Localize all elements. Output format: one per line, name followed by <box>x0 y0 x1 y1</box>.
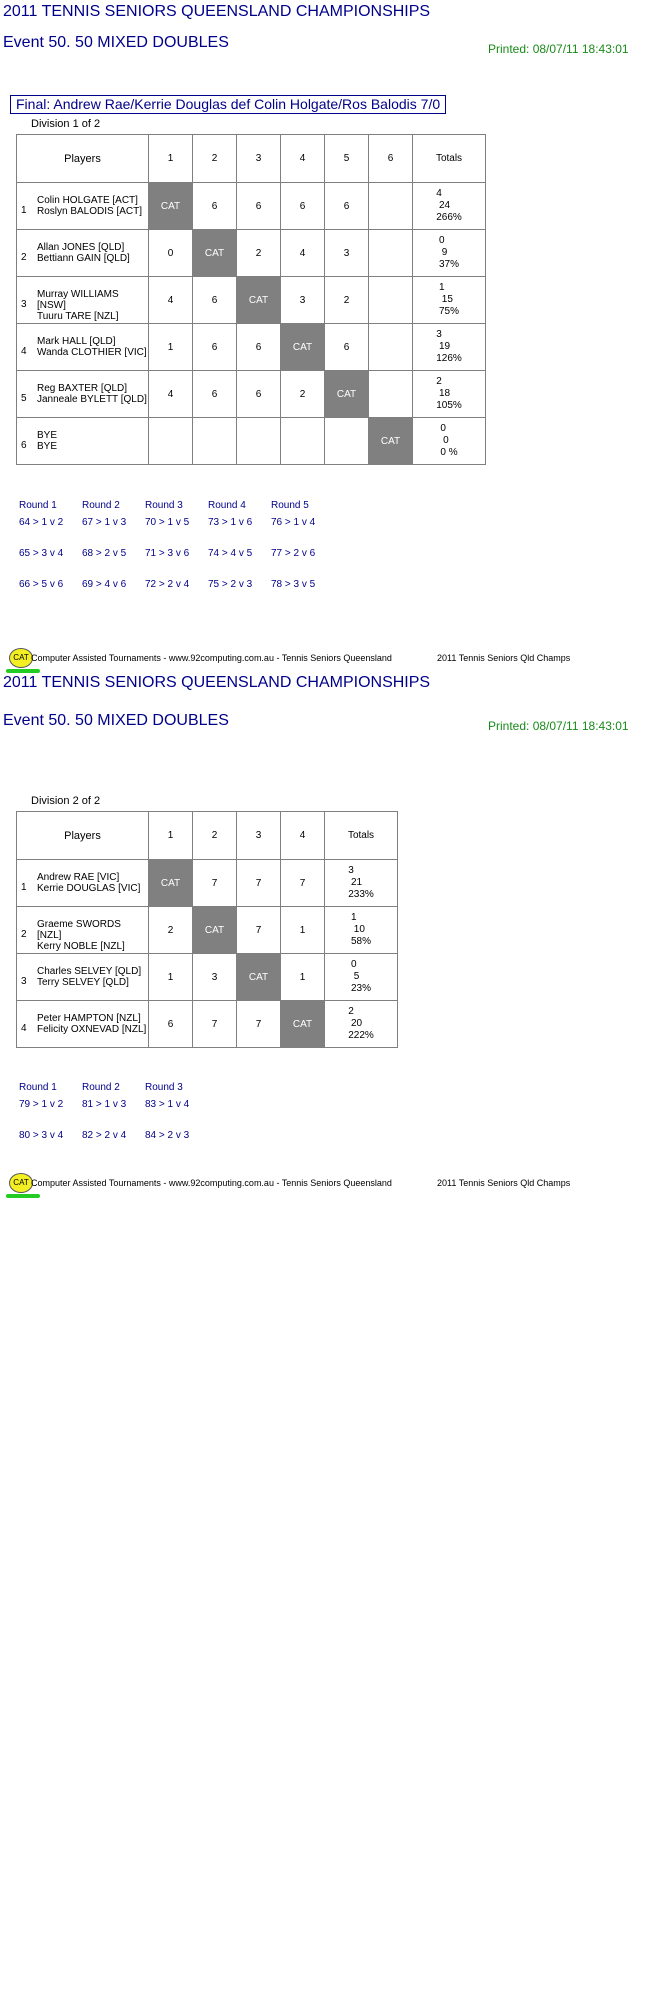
score-cell: 3 <box>281 277 325 324</box>
total-wins: 4 <box>436 188 442 199</box>
round-match: 74 > 4 v 5 <box>208 548 253 559</box>
player-2-name: BYE <box>37 441 58 452</box>
footer-right-text: 2011 Tennis Seniors Qld Champs <box>437 1178 571 1188</box>
player-1-name: Charles SELVEY [QLD] <box>37 966 142 977</box>
score-cell <box>237 418 281 465</box>
totals-cell <box>413 183 486 230</box>
page-title: 2011 TENNIS SENIORS QUEENSLAND CHAMPIONSHIPS <box>3 3 431 20</box>
score-cell: 6 <box>193 277 237 324</box>
player-number: 6 <box>21 440 27 451</box>
total-wins: 3 <box>348 865 354 876</box>
player-2-name: Kerrie DOUGLAS [VIC] <box>37 883 141 894</box>
round-match: 82 > 2 v 4 <box>82 1130 127 1141</box>
score-cell: CAT <box>369 418 413 465</box>
printed-timestamp: Printed: 08/07/11 18:43:01 <box>488 719 629 733</box>
score-cell: 1 <box>281 954 325 1001</box>
score-cell: 6 <box>325 183 369 230</box>
score-cell: 7 <box>193 860 237 907</box>
player-cell <box>17 230 149 277</box>
col-header: 6 <box>369 135 413 183</box>
player-1-name: Colin HOLGATE [ACT] <box>37 195 138 206</box>
table-row <box>17 277 486 324</box>
score-cell: 1 <box>149 324 193 371</box>
score-cell: 4 <box>149 277 193 324</box>
score-cell: CAT <box>193 907 237 954</box>
total-games: 21 <box>350 877 363 888</box>
total-wins: 2 <box>348 1006 354 1017</box>
player-2-name: Felicity OXNEVAD [NZL] <box>37 1024 147 1035</box>
table-row <box>17 418 486 465</box>
score-cell: 0 <box>149 230 193 277</box>
player-1-name: Peter HAMPTON [NZL] <box>37 1013 141 1024</box>
round-match: 73 > 1 v 6 <box>208 517 253 528</box>
score-cell: 6 <box>237 183 281 230</box>
totals-cell <box>413 230 486 277</box>
player-number: 3 <box>21 299 27 310</box>
round-match: 80 > 3 v 4 <box>19 1130 64 1141</box>
totals-cell <box>325 860 398 907</box>
player-names <box>37 336 147 358</box>
score-cell <box>149 418 193 465</box>
player-names <box>37 289 148 322</box>
score-cell: CAT <box>237 277 281 324</box>
round-heading: Round 3 <box>145 1082 183 1093</box>
total-games: 15 <box>441 294 453 305</box>
player-2-name: Roslyn BALODIS [ACT] <box>37 206 143 217</box>
total-games: 9 <box>441 247 448 258</box>
table-row <box>17 371 486 418</box>
table-row <box>17 183 486 230</box>
total-games: 18 <box>438 388 451 399</box>
round-heading: Round 2 <box>82 500 120 511</box>
score-cell <box>281 418 325 465</box>
col-header-totals: Totals <box>413 135 486 183</box>
total-wins: 0 <box>440 423 446 434</box>
player-1-name: Mark HALL [QLD] <box>37 336 116 347</box>
round-robin-table-division-1 <box>16 134 486 465</box>
score-cell: 6 <box>149 1001 193 1048</box>
player-number: 4 <box>21 346 27 357</box>
player-2-name: Bettiann GAIN [QLD] <box>37 253 130 264</box>
round-match: 64 > 1 v 2 <box>19 517 64 528</box>
score-cell <box>369 324 413 371</box>
col-header: 2 <box>193 812 237 860</box>
player-cell <box>17 954 149 1001</box>
totals-cell <box>413 277 486 324</box>
score-cell: CAT <box>281 324 325 371</box>
player-cell <box>17 907 149 954</box>
total-wins: 3 <box>436 329 442 340</box>
score-cell: 2 <box>325 277 369 324</box>
player-1-name: Allan JONES [QLD] <box>37 242 125 253</box>
player-1-name: Graeme SWORDS [NZL] <box>37 919 121 941</box>
round-match: 75 > 2 v 3 <box>208 579 253 590</box>
total-games: 19 <box>438 341 451 352</box>
score-cell: 4 <box>149 371 193 418</box>
score-cell: CAT <box>149 183 193 230</box>
player-1-name: Reg BAXTER [QLD] <box>37 383 128 394</box>
cat-logo-icon: CAT <box>9 648 33 668</box>
table-row <box>17 907 398 954</box>
score-cell: CAT <box>149 860 193 907</box>
total-percent: 126% <box>436 353 462 364</box>
table-row <box>17 954 398 1001</box>
player-cell <box>17 371 149 418</box>
table-row <box>17 230 486 277</box>
event-title: Event 50. 50 MIXED DOUBLES <box>3 34 229 51</box>
score-cell: CAT <box>193 230 237 277</box>
round-match: 72 > 2 v 4 <box>145 579 190 590</box>
col-header: 1 <box>149 812 193 860</box>
score-cell: 6 <box>237 371 281 418</box>
col-header: 1 <box>149 135 193 183</box>
player-2-name: Terry SELVEY [QLD] <box>37 977 129 988</box>
round-match: 69 > 4 v 6 <box>82 579 127 590</box>
round-match: 66 > 5 v 6 <box>19 579 64 590</box>
player-number: 2 <box>21 929 27 940</box>
round-match: 70 > 1 v 5 <box>145 517 190 528</box>
score-cell <box>369 230 413 277</box>
totals-cell <box>413 371 486 418</box>
score-cell: 7 <box>237 907 281 954</box>
score-cell: 6 <box>193 324 237 371</box>
player-1-name: Andrew RAE [VIC] <box>37 872 120 883</box>
round-heading: Round 1 <box>19 500 57 511</box>
footer-text: Computer Assisted Tournaments - www.92computing.com.au - Tennis Seniors Queensland <box>31 1178 392 1188</box>
totals-cell <box>413 324 486 371</box>
round-heading: Round 2 <box>82 1082 120 1093</box>
total-games: 10 <box>353 924 365 935</box>
round-match: 68 > 2 v 5 <box>82 548 127 559</box>
score-cell: 2 <box>237 230 281 277</box>
score-cell <box>193 418 237 465</box>
total-percent: 105% <box>436 400 462 411</box>
player-2-name: Wanda CLOTHIER [VIC] <box>37 347 147 358</box>
total-wins: 1 <box>350 912 357 923</box>
total-wins: 1 <box>438 282 445 293</box>
division-label: Division 1 of 2 <box>31 118 101 130</box>
total-percent: 233% <box>348 889 374 900</box>
player-2-name: Kerry NOBLE [NZL] <box>37 941 125 952</box>
player-names <box>37 1013 146 1035</box>
table-row <box>17 860 398 907</box>
round-match: 71 > 3 v 6 <box>145 548 190 559</box>
player-2-name: Tuuru TARE [NZL] <box>37 311 119 322</box>
score-cell: CAT <box>325 371 369 418</box>
score-cell: 6 <box>193 371 237 418</box>
score-cell: 1 <box>281 907 325 954</box>
logo-underline <box>6 1194 40 1198</box>
player-1-name: BYE <box>37 430 58 441</box>
total-wins: 0 <box>438 235 445 246</box>
col-header: 3 <box>237 135 281 183</box>
score-cell: 4 <box>281 230 325 277</box>
round-match: 76 > 1 v 4 <box>271 517 316 528</box>
round-match: 65 > 3 v 4 <box>19 548 64 559</box>
player-cell <box>17 277 149 324</box>
page-title: 2011 TENNIS SENIORS QUEENSLAND CHAMPIONSHIPS <box>3 674 431 691</box>
cat-logo-icon: CAT <box>9 1173 33 1193</box>
totals-cell <box>325 1001 398 1048</box>
table-row <box>17 324 486 371</box>
total-wins: 2 <box>436 376 442 387</box>
player-cell <box>17 860 149 907</box>
player-names <box>37 195 142 217</box>
score-cell: 3 <box>193 954 237 1001</box>
round-match: 81 > 1 v 3 <box>82 1099 127 1110</box>
player-number: 1 <box>21 882 27 893</box>
col-header: 5 <box>325 135 369 183</box>
total-wins: 0 <box>350 959 357 970</box>
player-cell <box>17 324 149 371</box>
footer-text: Computer Assisted Tournaments - www.92computing.com.au - Tennis Seniors Queensland <box>31 653 392 663</box>
score-cell: 6 <box>325 324 369 371</box>
score-cell: 2 <box>149 907 193 954</box>
col-header-players: Players <box>17 812 149 860</box>
round-heading: Round 3 <box>145 500 183 511</box>
table-row <box>17 1001 398 1048</box>
score-cell <box>325 418 369 465</box>
player-number: 3 <box>21 976 27 987</box>
total-games: 24 <box>438 200 451 211</box>
total-games: 5 <box>353 971 360 982</box>
totals-cell <box>413 418 486 465</box>
score-cell: CAT <box>237 954 281 1001</box>
col-header: 3 <box>237 812 281 860</box>
round-match: 77 > 2 v 6 <box>271 548 316 559</box>
printed-timestamp: Printed: 08/07/11 18:43:01 <box>488 42 629 56</box>
player-number: 4 <box>21 1023 27 1034</box>
player-names <box>37 919 148 952</box>
score-cell: 3 <box>325 230 369 277</box>
round-match: 83 > 1 v 4 <box>145 1099 190 1110</box>
score-cell <box>369 277 413 324</box>
player-names <box>37 872 140 894</box>
player-names <box>37 966 141 988</box>
round-match: 78 > 3 v 5 <box>271 579 316 590</box>
event-title: Event 50. 50 MIXED DOUBLES <box>3 712 229 729</box>
score-cell: 6 <box>281 183 325 230</box>
totals-cell <box>325 954 398 1001</box>
player-cell <box>17 418 149 465</box>
player-2-name: Janneale BYLETT [QLD] <box>37 394 147 405</box>
round-heading: Round 4 <box>208 500 246 511</box>
round-heading: Round 5 <box>271 500 309 511</box>
score-cell: 1 <box>149 954 193 1001</box>
table-header-row <box>17 812 398 860</box>
total-percent: 23% <box>350 983 371 994</box>
total-percent: 266% <box>436 212 462 223</box>
total-games: 0 <box>443 435 449 446</box>
score-cell: 2 <box>281 371 325 418</box>
total-percent: 75% <box>438 306 459 317</box>
table-header-row <box>17 135 486 183</box>
total-percent: 0 % <box>440 447 458 458</box>
footer-right-text: 2011 Tennis Seniors Qld Champs <box>437 653 571 663</box>
col-header-totals: Totals <box>325 812 398 860</box>
score-cell: 7 <box>237 860 281 907</box>
division-label: Division 2 of 2 <box>31 795 101 807</box>
total-percent: 37% <box>438 259 459 270</box>
round-match: 84 > 2 v 3 <box>145 1130 190 1141</box>
round-match: 67 > 1 v 3 <box>82 517 127 528</box>
round-robin-table-division-2 <box>16 811 398 1048</box>
player-number: 5 <box>21 393 27 404</box>
final-result: Final: Andrew Rae/Kerrie Douglas def Colin Holgate/Ros Balodis 7/0 <box>10 95 446 114</box>
round-heading: Round 1 <box>19 1082 57 1093</box>
score-cell: 6 <box>237 324 281 371</box>
totals-cell <box>325 907 398 954</box>
score-cell <box>369 183 413 230</box>
total-games: 20 <box>350 1018 363 1029</box>
player-names <box>37 430 57 452</box>
total-percent: 222% <box>348 1030 374 1041</box>
col-header: 4 <box>281 135 325 183</box>
col-header: 4 <box>281 812 325 860</box>
player-cell <box>17 1001 149 1048</box>
score-cell: 7 <box>237 1001 281 1048</box>
score-cell: CAT <box>281 1001 325 1048</box>
player-1-name: Murray WILLIAMS [NSW] <box>37 289 119 311</box>
player-names <box>37 383 147 405</box>
round-match: 79 > 1 v 2 <box>19 1099 64 1110</box>
logo-underline <box>6 669 40 673</box>
player-cell <box>17 183 149 230</box>
score-cell: 7 <box>281 860 325 907</box>
score-cell: 7 <box>193 1001 237 1048</box>
player-number: 2 <box>21 252 27 263</box>
col-header: 2 <box>193 135 237 183</box>
player-number: 1 <box>21 205 27 216</box>
player-names <box>37 242 130 264</box>
score-cell: 6 <box>193 183 237 230</box>
col-header-players: Players <box>17 135 149 183</box>
score-cell <box>369 371 413 418</box>
total-percent: 58% <box>350 936 371 947</box>
